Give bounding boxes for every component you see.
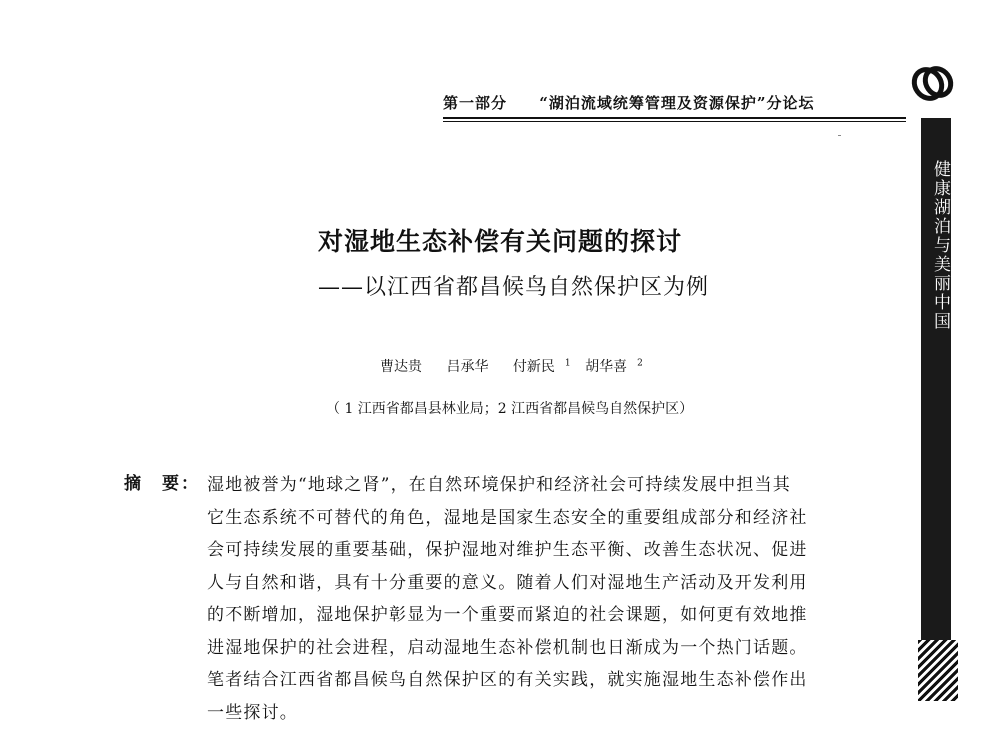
paper-subtitle: ——以江西省都昌候鸟自然保护区为例 — [318, 270, 709, 301]
abstract-line: 会可持续发展的重要基础，保护湿地对维护生态平衡、改善生态状况、促进 — [207, 534, 897, 567]
affiliation: （ 1 江西省都昌县林业局；2 江西省都昌候鸟自然保护区） — [326, 398, 693, 418]
author: 吕承华 — [446, 359, 498, 375]
abstract-line: 的不断增加，湿地保护彰显为一个重要而紧迫的社会课题，如何更有效地推 — [207, 599, 897, 632]
author-affil-mark: 1 — [565, 358, 571, 368]
abstract-line: 进湿地保护的社会进程，启动湿地生态补偿机制也日渐成为一个热门话题。 — [207, 632, 897, 665]
abstract-label: 摘 要： — [124, 469, 200, 494]
running-header — [443, 92, 913, 113]
scan-speck — [838, 135, 841, 136]
publisher-logo-icon — [910, 62, 956, 104]
author: 付新民 $^1$ — [513, 359, 571, 375]
paper-title: 对湿地生态补偿有关问题的探讨 — [318, 222, 682, 258]
header-forum: “湖泊流域统筹管理及资源保护”分论坛 — [539, 94, 814, 112]
abstract-line: 笔者结合江西省都昌候鸟自然保护区的有关实践，就实施湿地生态补偿作出 — [207, 664, 897, 697]
abstract-text — [207, 469, 897, 729]
header-rule-thick — [443, 117, 906, 119]
abstract-line: 它生态系统不可替代的角色，湿地是国家生态安全的重要组成部分和经济社 — [207, 502, 897, 535]
abstract-line: 湿地被誉为“地球之肾”，在自然环境保护和经济社会可持续发展中担当其 — [207, 469, 897, 502]
abstract-line: 人与自然和谐，具有十分重要的意义。随着人们对湿地生产活动及开发利用 — [207, 567, 897, 600]
header-part: 第一部分 — [443, 92, 507, 113]
author: 胡华喜 $^2$ — [585, 359, 643, 375]
author-list — [380, 356, 653, 376]
author: 曹达贵 — [380, 359, 432, 375]
side-banner-text: 健康湖泊与美丽中国 — [921, 160, 951, 331]
author-affil-mark: 2 — [637, 358, 643, 368]
decorative-stripes — [918, 640, 958, 701]
abstract-line: 一些探讨。 — [207, 697, 897, 729]
header-rule-thin — [443, 121, 906, 122]
